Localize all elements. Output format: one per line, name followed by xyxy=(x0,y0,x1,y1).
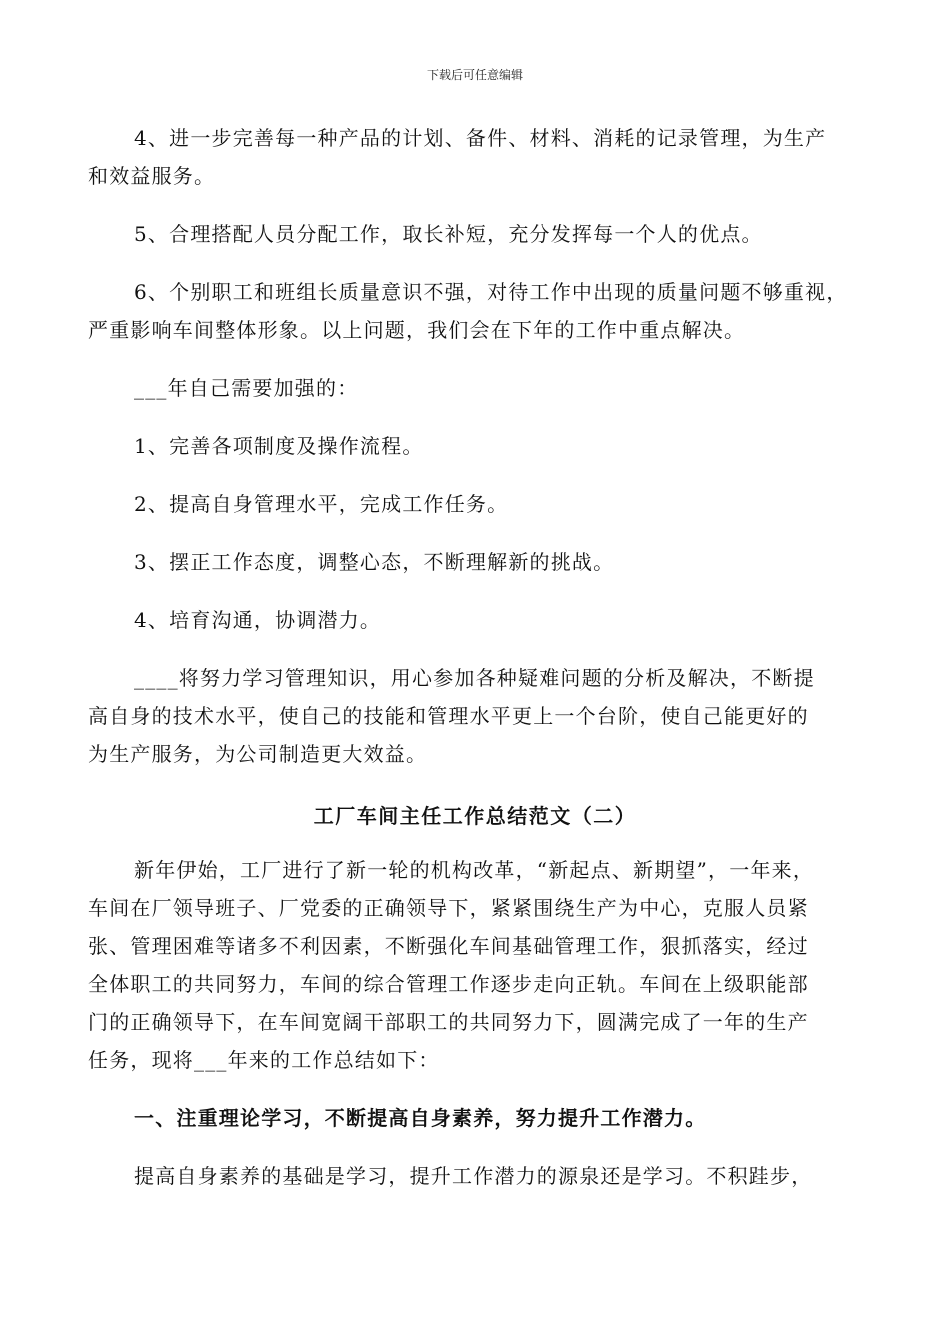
paragraph-line: 严重影响车间整体形象。以上问题，我们会在下年的工作中重点解决。 xyxy=(88,318,746,342)
paragraph-line: 提高自身素养的基础是学习，提升工作潜力的源泉还是学习。不积跬步， xyxy=(134,1164,813,1188)
paragraph-line: 任务，现将___年来的工作总结如下： xyxy=(88,1048,440,1072)
subsection-heading: 一、注重理论学习，不断提高自身素养，努力提升工作潜力。 xyxy=(134,1106,707,1130)
section-title: 工厂车间主任工作总结范文（二） xyxy=(313,804,637,828)
paragraph-line: 5、合理搭配人员分配工作，取长补短，充分发挥每一个人的优点。 xyxy=(134,222,763,246)
paragraph-line: 高自身的技术水平，使自己的技能和管理水平更上一个台阶，使自己能更好的 xyxy=(88,704,809,728)
paragraph-line: 门的正确领导下，在车间宽阔干部职工的共同努力下，圆满完成了一年的生产 xyxy=(88,1010,809,1034)
paragraph-line: 6、个别职工和班组长质量意识不强，对待工作中出现的质量问题不够重视， xyxy=(134,280,848,304)
paragraph-line: 全体职工的共同努力，车间的综合管理工作逐步走向正轨。车间在上级职能部 xyxy=(88,972,809,996)
list-item: 1、完善各项制度及操作流程。 xyxy=(134,434,424,458)
paragraph-line: ___年自己需要加强的： xyxy=(134,376,359,400)
page-header: 下载后可任意编辑 xyxy=(426,68,523,82)
paragraph-line: 新年伊始，工厂进行了新一轮的机构改革，“新起点、新期望”，一年来， xyxy=(134,858,815,882)
paragraph-line: 4、进一步完善每一种产品的计划、备件、材料、消耗的记录管理，为生产 xyxy=(134,126,827,150)
list-item: 4、培育沟通，协调潜力。 xyxy=(134,608,382,632)
paragraph-line: 为生产服务，为公司制造更大效益。 xyxy=(88,742,428,766)
paragraph-line: 车间在厂领导班子、厂党委的正确领导下，紧紧围绕生产为中心，克服人员紧 xyxy=(88,896,809,920)
list-item: 3、摆正工作态度，调整心态，不断理解新的挑战。 xyxy=(134,550,615,574)
paragraph-line: 和效益服务。 xyxy=(88,164,216,188)
list-item: 2、提高自身管理水平，完成工作任务。 xyxy=(134,492,509,516)
paragraph-line: ____将努力学习管理知识，用心参加各种疑难问题的分析及解决，不断提 xyxy=(134,666,815,690)
paragraph-line: 张、管理困难等诸多不利因素，不断强化车间基础管理工作，狠抓落实，经过 xyxy=(88,934,809,958)
